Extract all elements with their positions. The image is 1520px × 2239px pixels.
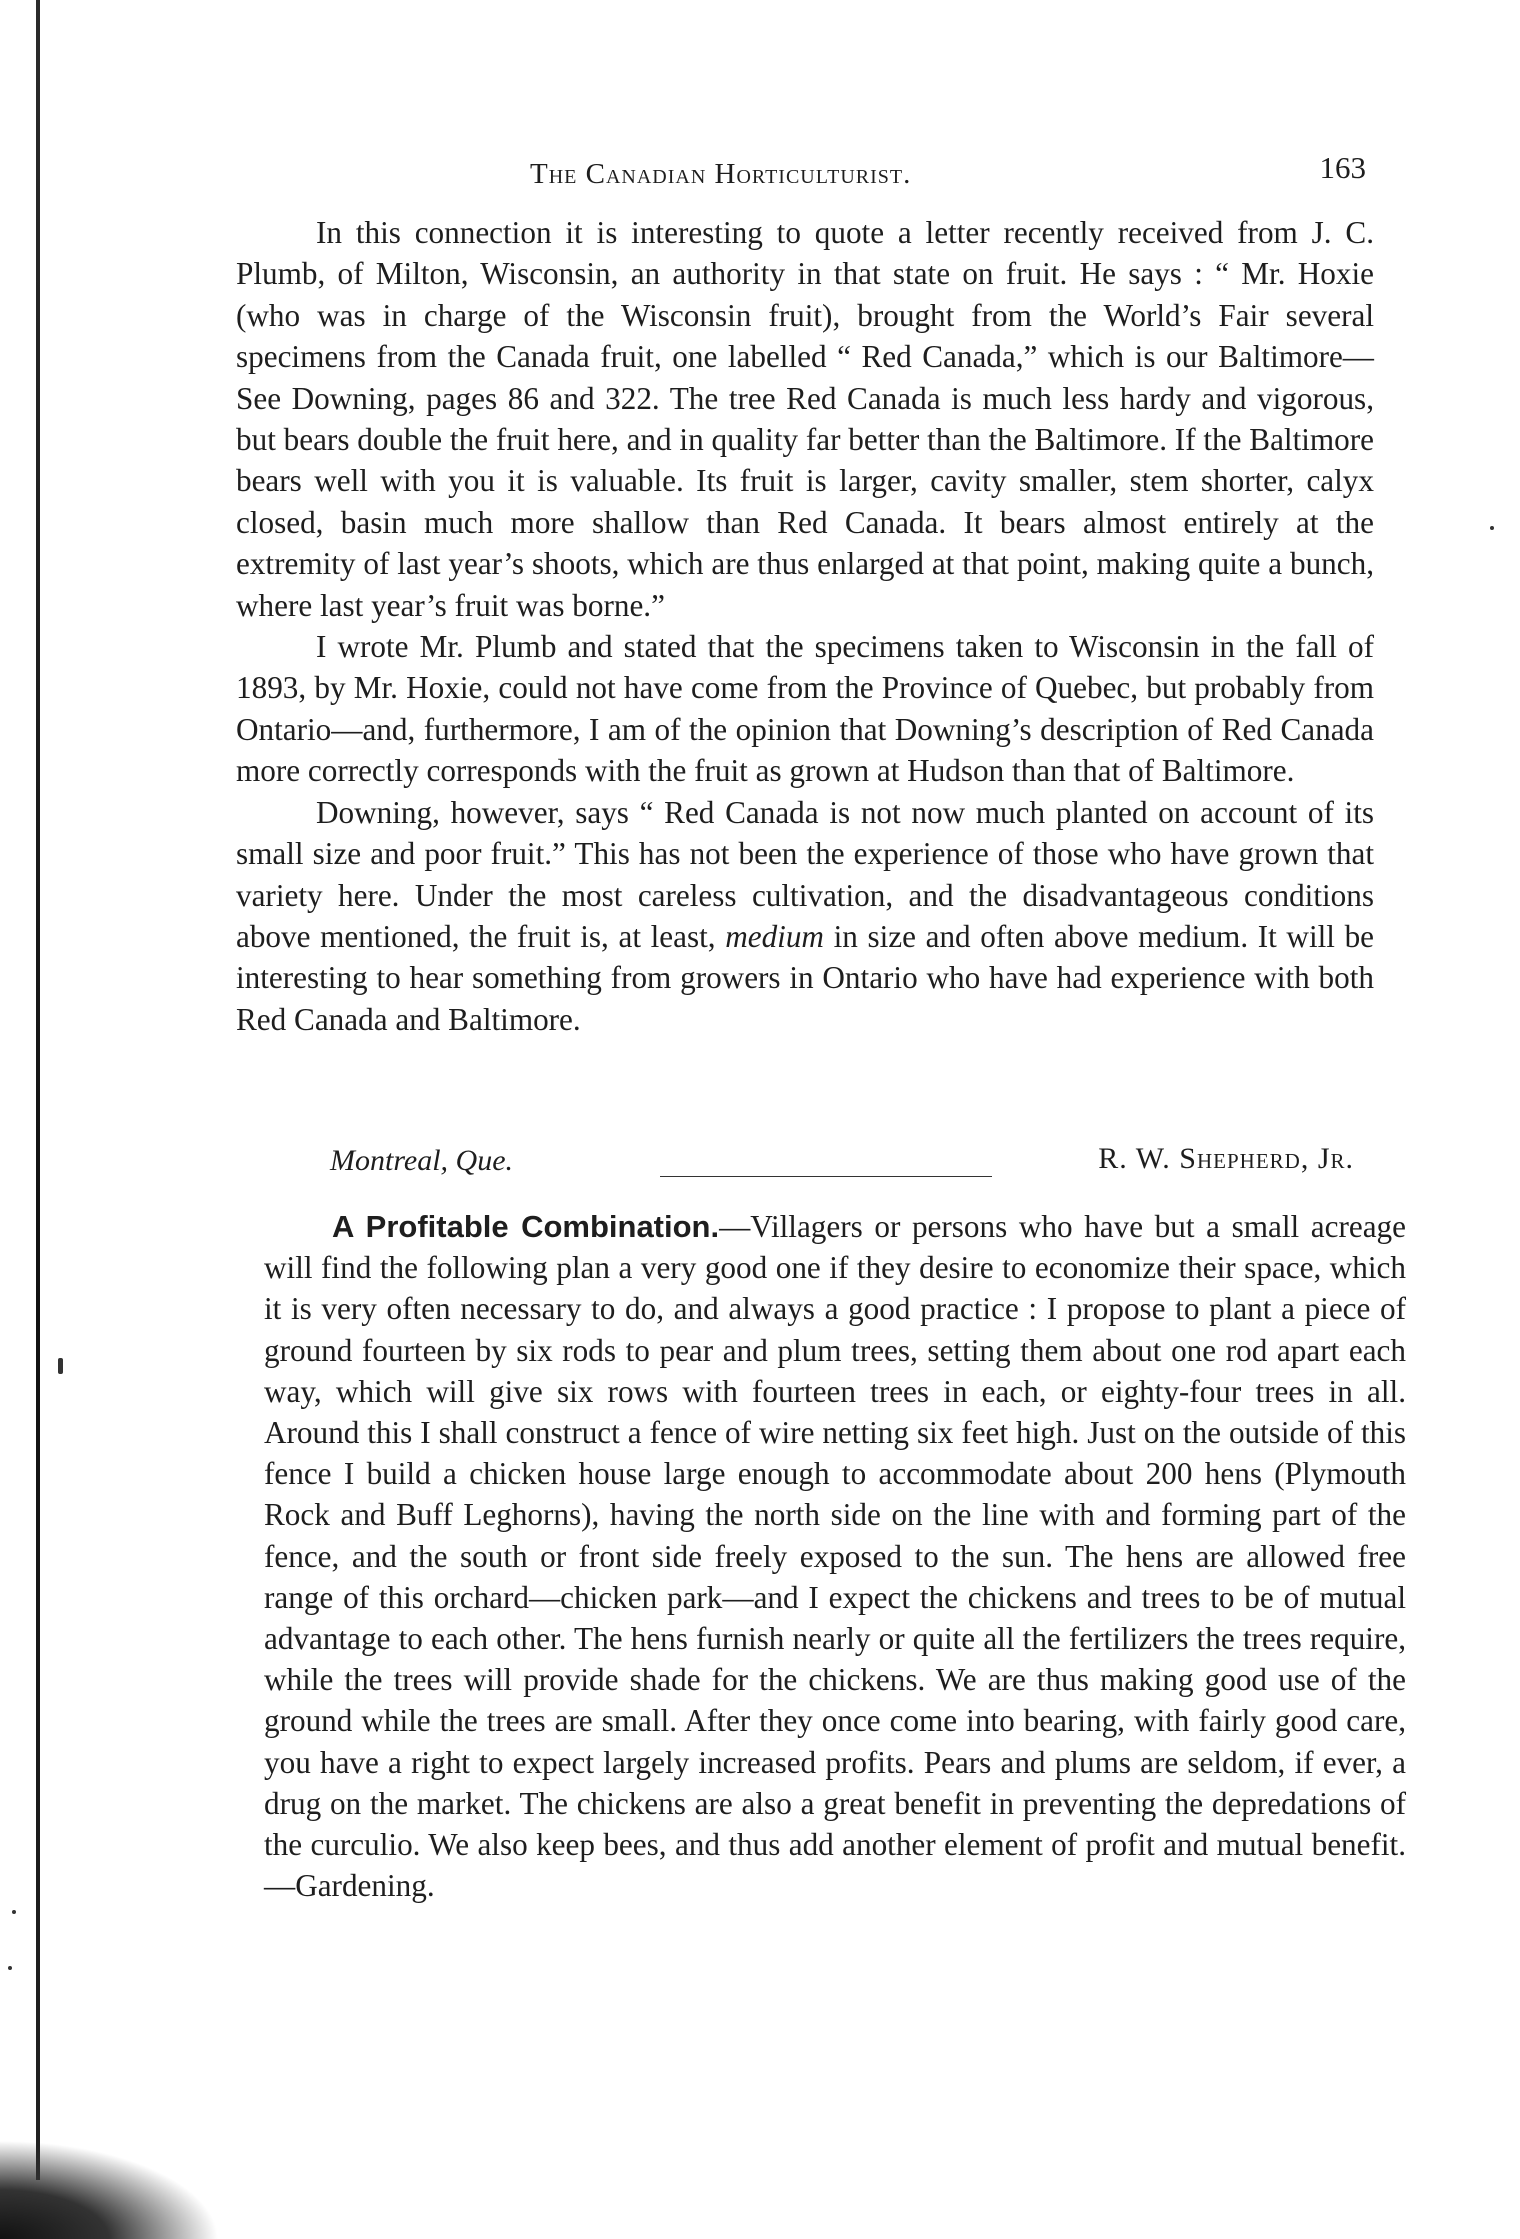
letter-paragraph-2: I wrote Mr. Plumb and stated that the specimens taken to Wisconsin in the fall of 1893, by Mr. Hoxie, could not have come from the Province of Quebec, but probably from Ontario—and, furthermore, I am of the opinion that Downing’s description of Red Canada more correctly corresponds with the fruit as grown at Hudson than that of Baltimore. (236, 629, 1374, 789)
letter-paragraph-3 (236, 792, 1374, 1040)
letter-paragraph-3-start: Downing, however, says “ Red Canada is not now much planted on account of its small size and poor fruit.” This has not been the experience of those who have grown that variety here. Under the most careless cultivation, and the disadvantageous conditions above mentioned, the fruit is, at least, (236, 794, 1374, 954)
article-paragraph (264, 1206, 1406, 1906)
article-title: A Profitable Combination. (332, 1209, 720, 1244)
scan-speck (1490, 526, 1494, 530)
scan-speck (12, 1910, 16, 1914)
letter-signature (236, 1136, 1374, 1186)
binding-corner-shadow (0, 2140, 220, 2239)
letter-section (236, 212, 1374, 1040)
running-title: The Canadian Horticulturist. (530, 158, 912, 190)
signature-rule (660, 1176, 992, 1177)
binding-edge-shadow (36, 0, 40, 2180)
page-number: 163 (1319, 150, 1366, 185)
article-text: —Villagers or persons who have but a small acreage will find the following plan a very good one if they desire to economize their space, which it is very often necessary to do, and always a good practice : I propose to plant a piece of ground fourteen by six rods to pear and plum trees, setting them about one rod apart each way, which will give six rows with fourteen trees in each, or eighty-four trees in all. Around this I shall construct a fence of wire netting six feet high. Just on the outside of this fence I build a chicken house large enough to accommodate about 200 hens (Plymouth Rock and Buff Leghorns), having the north side on the line with and forming part of the fence, and the south or front side freely exposed to the sun. The hens are allowed free range of this orchard—chicken park—and I expect the chickens and trees to be of mutual advantage to each other. The hens furnish nearly or quite all the fertilizers the trees require, while the trees will provide shade for the chickens. We are thus making good use of the ground while the trees are small. After they once come into bearing, with fairly good care, you have a right to expect largely increased profits. Pears and plums are seldom, if ever, a drug on the market. The chickens are also a great benefit in preventing the depredations of the curculio. We also keep bees, and thus add another element of profit and mutual benefit.—Gardening. (264, 1209, 1406, 1904)
signature-place: Montreal, Que. (330, 1144, 514, 1177)
scan-speck (58, 1358, 63, 1374)
signature-name: R. W. Shepherd, Jr. (1098, 1142, 1354, 1175)
letter-paragraph-1: In this connection it is interesting to quote a letter recently received from J. C. Plumb, of Milton, Wisconsin, an authority in that state on fruit. He says : “ Mr. Hoxie (who was in charge of the Wisconsin fruit), brought from the World’s Fair several specimens from the Canada fruit, one labelled “ Red Canada,” which is our Baltimore—See Downing, pages 86 and 322. The tree Red Canada is much less hardy and vigorous, but bears double the fruit here, and in quality far better than the Baltimore. If the Baltimore bears well with you it is valuable. Its fruit is larger, cavity smaller, stem shorter, calyx closed, basin much more shallow than Red Canada. It bears almost entirely at the extremity of last year’s shoots, which are thus enlarged at that point, making quite a bunch, where last year’s fruit was borne.” (236, 215, 1374, 623)
emphasis-medium: medium (725, 918, 824, 954)
letter-paragraph-3-end: in size and often above medium. It will be interesting to hear something from growers in Ontario who have had experience with both Red Canada and Baltimore. (236, 918, 1375, 1037)
scan-speck (8, 1966, 12, 1970)
article-section (264, 1206, 1406, 1906)
page-header (230, 148, 1370, 196)
